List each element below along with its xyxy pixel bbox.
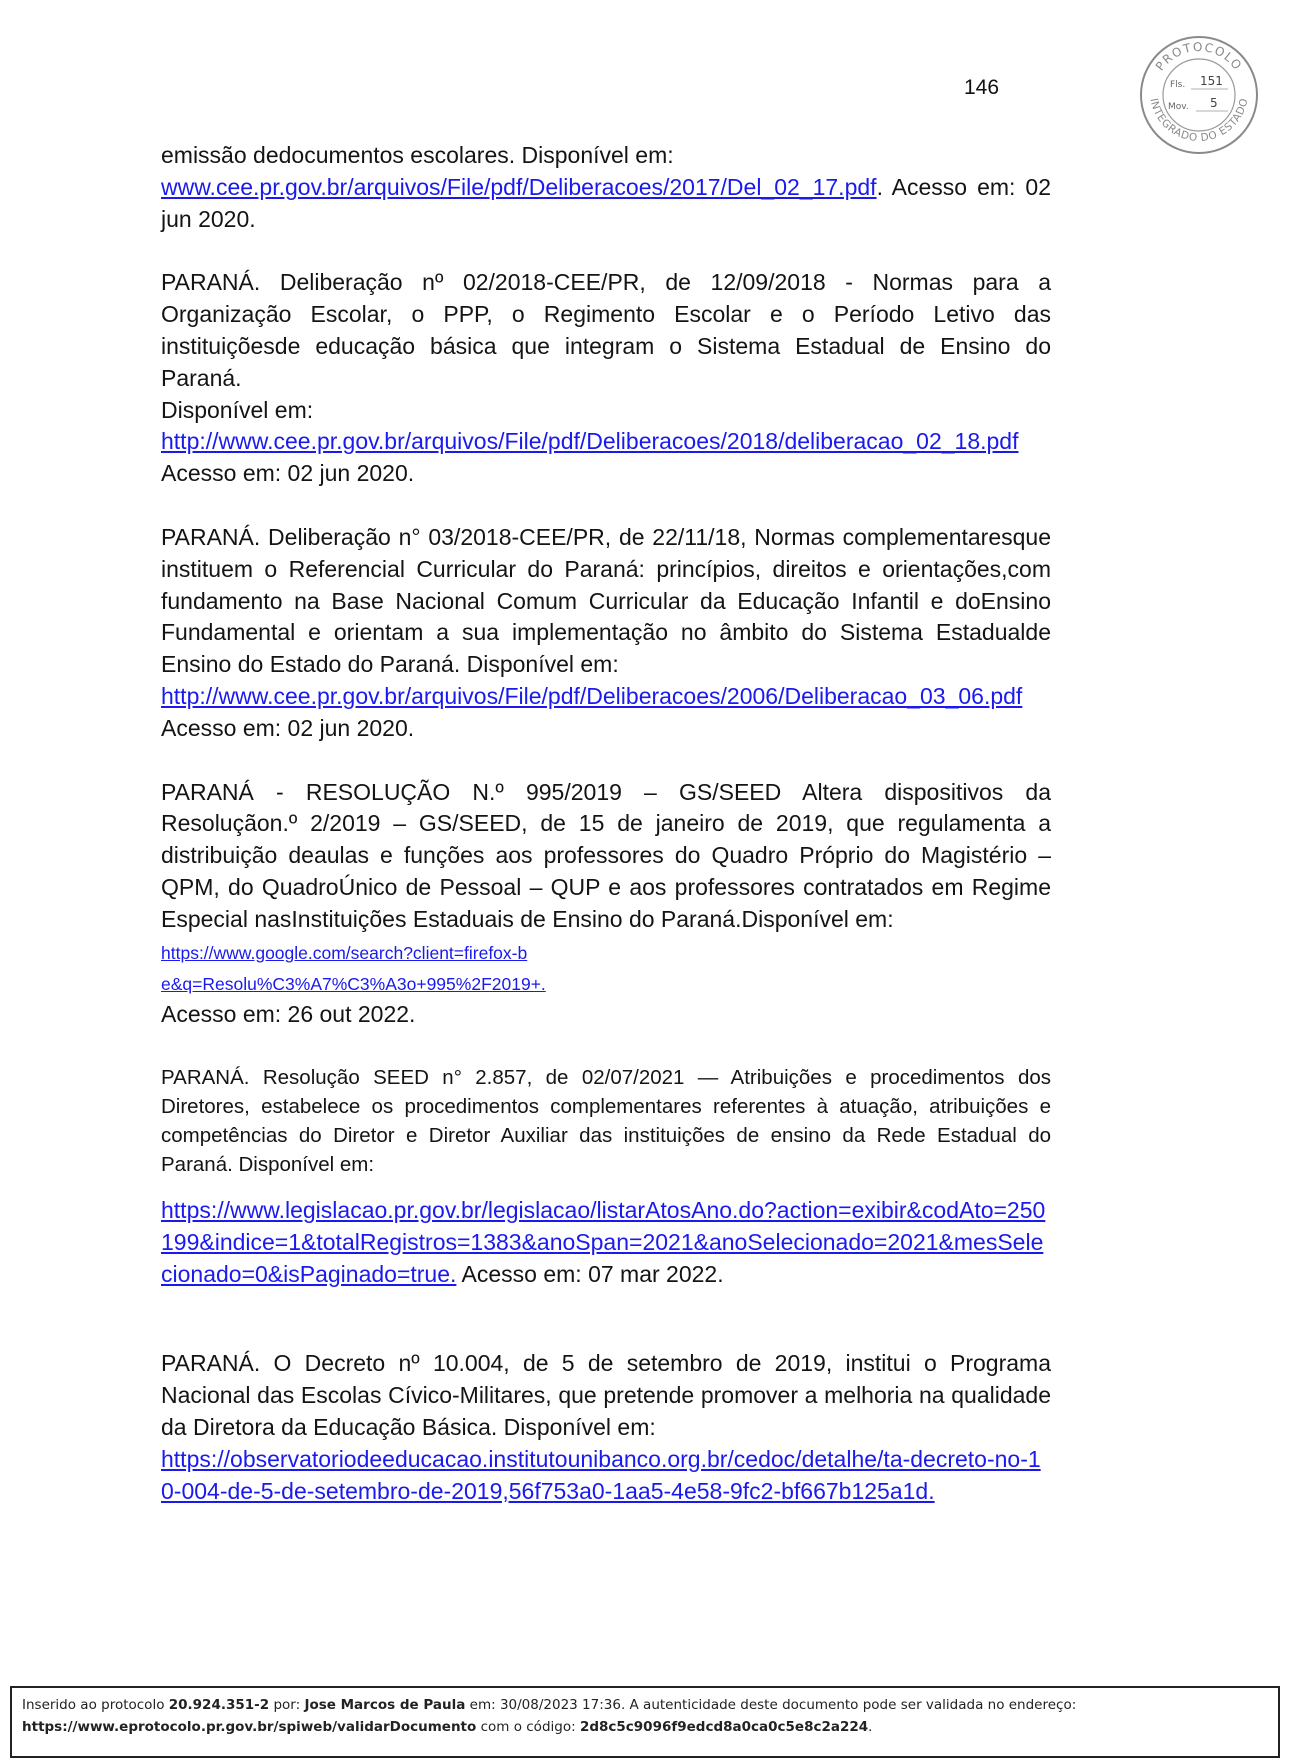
reference-link[interactable]: www.cee.pr.gov.br/arquivos/File/pdf/Deliberacoes/2017/Del_02_17.pdf bbox=[161, 173, 877, 200]
stamp-top-text: PROTOCOLO bbox=[1152, 39, 1246, 74]
footer-text: em: 30/08/2023 17:36. A autenticidade deste documento pode ser validada no endereço: bbox=[465, 1697, 1077, 1713]
reference-entry bbox=[161, 522, 1051, 745]
reference-entry bbox=[161, 1195, 1051, 1290]
reference-text: PARANÁ - RESOLUÇÃO N.º 995/2019 – GS/SEED Altera dispositivos da Resoluçãon.º 2/2019 – GS/SEED, de 15 de janeiro de 2019, que regulamenta a distribuição deaulas e funções aos professores do Quadro Próprio do Magistério – QPM, do QuadroÚnico de Pessoal – QUP e aos professores contratados em Regime Especial nasInstituições Estaduais de Ensino do Paraná.Disponível em: bbox=[161, 778, 1051, 932]
protocol-stamp-seal bbox=[1138, 34, 1260, 156]
reference-text: PARANÁ. O Decreto nº 10.004, de 5 de setembro de 2019, institui o Programa Nacional das Escolas Cívico-Militares, que pretende promover a melhoria na qualidade da Diretora da Educação Básica. Disponível em: bbox=[161, 1350, 1051, 1440]
footer-text: por: bbox=[269, 1697, 305, 1713]
reference-text: emissão dedocumentos escolares. Disponível em: bbox=[161, 142, 674, 168]
stamp-bottom-text: INTEGRADO DO ESTADO bbox=[1147, 96, 1251, 145]
stamp-fls-label: Fls. bbox=[1170, 80, 1186, 90]
reference-access: Acesso em: 02 jun 2020. bbox=[161, 460, 415, 487]
reference-link[interactable]: https://observatoriodeeducacao.institutounibanco.org.br/cedoc/detalhe/ta-decreto-no-10-004-de-5-de-setembro-de-2019,56f753a0-1aa5-4e58-9fc2-bf667b125a1d. bbox=[161, 1445, 1041, 1504]
reference-link[interactable]: https://www.legislacao.pr.gov.br/legislacao/listarAtosAno.do?action=exibir&codAto=250199&indice=1&totalRegistros=1383&anoSpan=2021&anoSelecionado=2021&mesSelecionado=0&isPaginado=true. bbox=[161, 1196, 1046, 1287]
reference-text: PARANÁ. Deliberação nº 02/2018-CEE/PR, de 12/09/2018 - Normas para a Organização Escolar, o PPP, o Regimento Escolar e o Período Letivo das instituiçõesde educação básica que integram o Sistema Estadual de Ensino do Paraná. bbox=[161, 269, 1051, 391]
svg-text:INTEGRADO DO ESTADO bbox=[1148, 97, 1251, 144]
footer-protocol: 20.924.351-2 bbox=[168, 1697, 270, 1713]
reference-text: PARANÁ. Deliberação n° 03/2018-CEE/PR, de 22/11/18, Normas complementaresque instituem o Referencial Curricular do Paraná: princípios, direitos e orientações,com fundamento na Base Nacional Comum Curricular da Educação Infantil e doEnsino Fundamental e orientam a sua implementação no âmbito do Sistema Estadualde Ensino do Estado do Paraná. Disponível em: bbox=[161, 523, 1051, 678]
reference-access: Acesso em: 26 out 2022. bbox=[161, 1001, 416, 1028]
reference-access: Acesso em: 07 mar 2022. bbox=[461, 1260, 724, 1287]
stamp-fls-value: 151 bbox=[1200, 74, 1223, 88]
references-list bbox=[161, 140, 1051, 1539]
reference-access: . Acesso em: 02 jun 2020. bbox=[161, 173, 1051, 232]
reference-link-continuation[interactable]: e&q=Resolu%C3%A7%C3%A3o+995%2F2019+. bbox=[161, 974, 546, 995]
reference-link[interactable]: https://www.google.com/search?client=firefox-b bbox=[161, 942, 528, 963]
reference-text: PARANÁ. Resolução SEED n° 2.857, de 02/07/2021 — Atribuições e procedimentos dos Diretores, estabelece os procedimentos complementares referentes à atuação, atribuições e competências do Diretor e Diretor Auxiliar das instituições de ensino da Rede Estadual do Paraná. Disponível em: bbox=[161, 1065, 1051, 1176]
reference-available: Disponível em: bbox=[161, 396, 314, 423]
reference-entry bbox=[161, 267, 1051, 490]
reference-access: Acesso em: 02 jun 2020. bbox=[161, 714, 415, 741]
page-number: 146 bbox=[964, 76, 1000, 99]
footer-code: 2d8c5c9096f9edcd8a0ca0c5e8c2a224 bbox=[579, 1719, 869, 1735]
footer-text: . bbox=[868, 1719, 873, 1735]
protocol-stamp bbox=[1138, 34, 1260, 156]
reference-link[interactable]: http://www.cee.pr.gov.br/arquivos/File/pdf/Deliberacoes/2006/Deliberacao_03_06.pdf bbox=[161, 682, 1023, 709]
footer-validation-url[interactable]: https://www.eprotocolo.pr.gov.br/spiweb/validarDocumento bbox=[22, 1719, 477, 1735]
stamp-mov-label: Mov. bbox=[1168, 102, 1189, 112]
reference-link[interactable]: http://www.cee.pr.gov.br/arquivos/File/pdf/Deliberacoes/2018/deliberacao_02_18.pdf bbox=[161, 428, 1019, 455]
svg-text:PROTOCOLO bbox=[1153, 40, 1245, 73]
stamp-mov-value: 5 bbox=[1210, 96, 1218, 110]
reference-entry bbox=[161, 1063, 1051, 1179]
reference-entry bbox=[161, 1348, 1051, 1507]
footer-text: Inserido ao protocolo bbox=[22, 1697, 169, 1713]
footer-author: Jose Marcos de Paula bbox=[304, 1697, 466, 1713]
authenticity-footer bbox=[10, 1686, 1280, 1758]
reference-entry bbox=[161, 777, 1051, 1031]
reference-entry bbox=[161, 140, 1051, 235]
footer-text: com o código: bbox=[476, 1719, 580, 1735]
